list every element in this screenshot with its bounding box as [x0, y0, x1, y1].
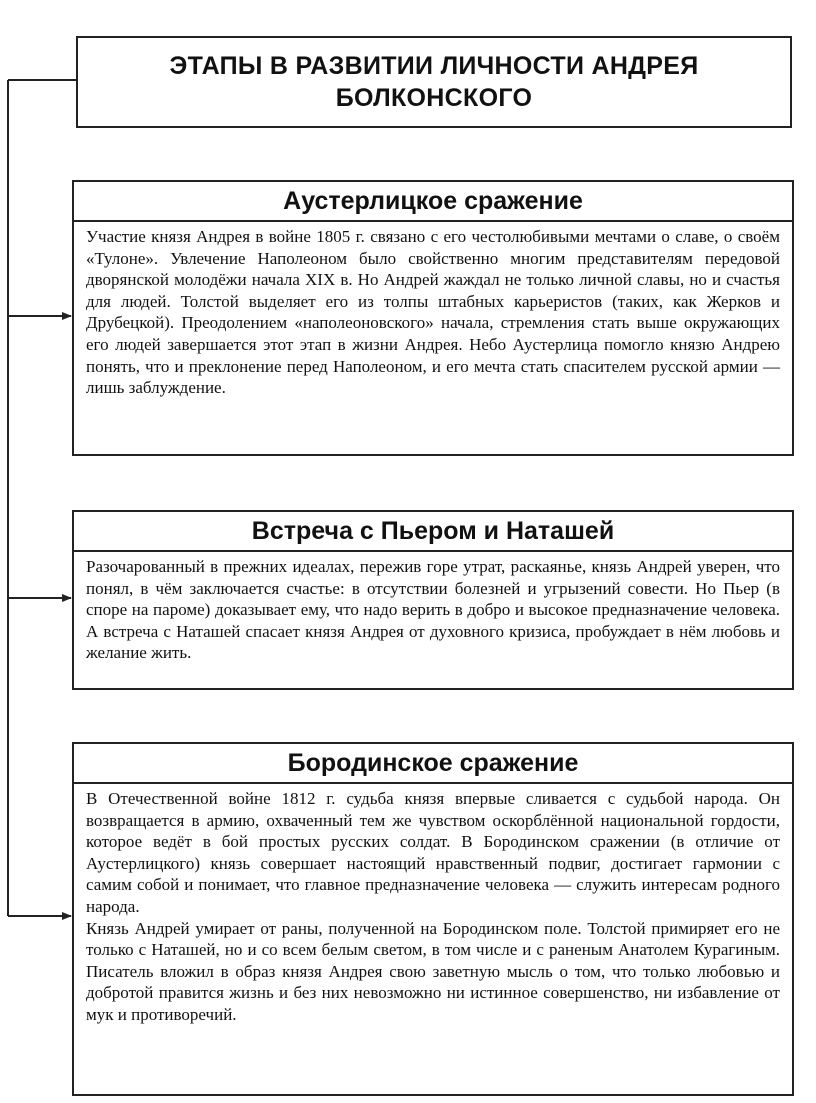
stage-meeting — [72, 510, 794, 690]
stage-body — [74, 552, 792, 668]
stage-heading: Бородинское сражение — [74, 744, 792, 784]
title-box — [76, 36, 792, 128]
stage-body — [74, 784, 792, 1030]
stage-body — [74, 222, 792, 403]
stage-heading: Аустерлицкое сражение — [74, 182, 792, 222]
stage-borodino — [72, 742, 794, 1096]
page-title: ЭТАПЫ В РАЗВИТИИ ЛИЧНОСТИ АНДРЕЯ БОЛКОНСКОГО — [169, 52, 699, 112]
stage-paragraph: Разочарованный в прежних идеалах, пережив горе утрат, раскаянье, князь Андрей уверен, что понял, в чём заключается счастье: в отсутствии болезней и угрызений совести. Но Пьер (в споре на пароме) доказывает ему, что надо верить в добро и высокое предназначение человека. А встреча с Наташей спасает князя Андрея от духовного кризиса, пробуждает в нём любовь и желание жить. — [86, 557, 780, 663]
stage-heading: Встреча с Пьером и Наташей — [74, 512, 792, 552]
stage-paragraph: Князь Андрей умирает от раны, полученной на Бородинском поле. Толстой примиряет его не только с Наташей, но и со всем белым светом, в том числе и с раненым Анатолем Курагиным. Писатель вложил в образ князя Андрея свою заветную мысль о том, что только любовью и добротой правится жизнь и без них невозможно ни истинное совершенство, ни избавление от мук и противоречий. — [86, 918, 780, 1024]
stage-paragraph: Участие князя Андрея в войне 1805 г. связано с его честолюбивыми мечтами о славе, о своём «Тулоне». Увлечение Наполеоном было свойственно многим представителям передовой дворянской молодёжи начала XIX в. Но Андрей жаждал не только личной славы, но и счастья для людей. Толстой выделяет его из толпы штабных карьеристов (таких, как Жерков и Друбецкой). Преодолением «наполеоновского» начала, стремления стать выше окружающих его людей завершается этот этап в жизни Андрея. Небо Аустерлица помогло князю Андрею понять, что и преклонение перед Наполеоном, и его мечта стать спасителем русской армии — лишь заблуждение. — [86, 227, 780, 398]
stage-austerlitz — [72, 180, 794, 456]
stage-paragraph: В Отечественной войне 1812 г. судьба князя впервые сливается с судьбой народа. Он возвращается в армию, охваченный тем же чувством оскорблённой национальной гордости, которое ведёт в бой простых русских солдат. В Бородинском сражении (в отличие от Аустерлицкого) князь совершает настоящий нравственный подвиг, достигает гармонии с самим собой и понимает, что главное предназначение человека — служить интересам родного народа. — [86, 789, 780, 916]
